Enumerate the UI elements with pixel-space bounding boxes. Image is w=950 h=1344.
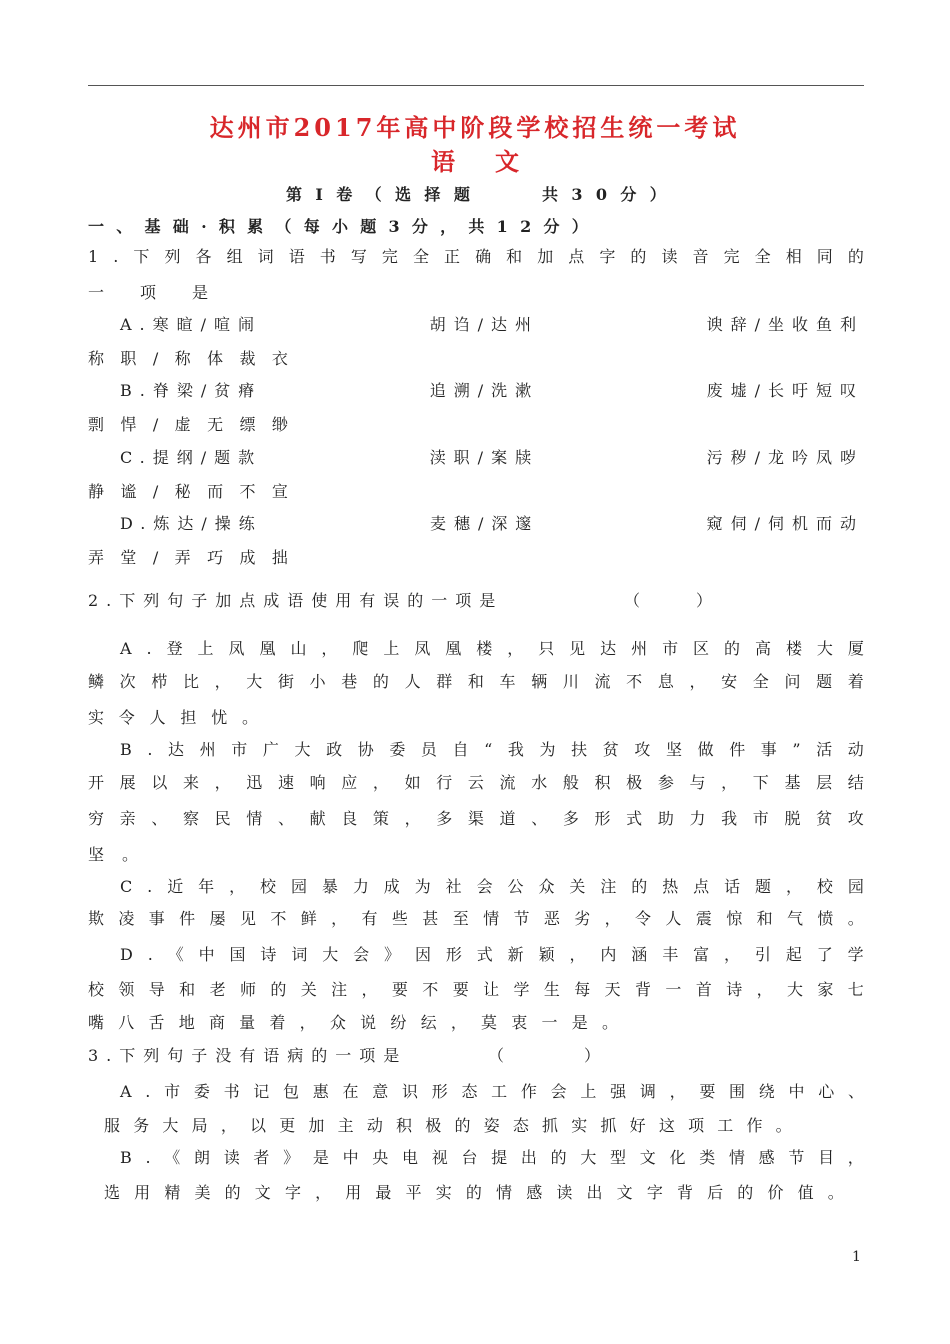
q3-a-text2: 服 务 大 局 ， 以 更 加 主 动 积 极 的 姿 态 抓 实 抓 好 这 项 工 作 。 [104, 1116, 792, 1135]
q2-c-text1: C . 近 年 ， 校 园 暴 力 成 为 社 会 公 众 关 注 的 热 点 话 题 ， 校 园 [120, 877, 864, 896]
q3-option-b-line2 [104, 1182, 844, 1204]
part1-heading-text: 一 、 基 础 · 积 累 （ 每 小 题 3 分 ， 共 1 2 分 ） [88, 217, 588, 236]
q2-answer-bracket: （ ） [623, 591, 720, 610]
q2-option-d-line3 [88, 1012, 618, 1034]
q1-c-word2: 渎职/案牍 [429, 448, 540, 467]
q1-option-d [120, 513, 864, 535]
q2-b-text1: B . 达 州 市 广 大 政 协 委 员 自 “ 我 为 扶 贫 攻 坚 做 件 事 ” 活 动 [120, 740, 864, 759]
q3-option-a-line2 [104, 1115, 792, 1137]
q1-stem-cont [88, 282, 208, 304]
q1-option-b-cont [88, 414, 288, 436]
q2-a-text3: 实 令 人 担 忧 。 [88, 708, 258, 727]
q1-d-word2: 麦穗/深邃 [429, 514, 540, 533]
q2-a-text1: A . 登 上 凤 凰 山 ， 爬 上 凤 凰 楼 ， 只 见 达 州 市 区 的 高 楼 大 厦 [120, 639, 864, 658]
q1-option-b [120, 380, 864, 402]
q1-c-word4: 静 谧 / 秘 而 不 宣 [88, 482, 288, 501]
q2-option-c-line1 [120, 876, 864, 898]
q2-option-a-line3 [88, 707, 258, 729]
volume-heading-text: 第 Ⅰ 卷 （ 选 择 题 共 3 0 分 ） [286, 185, 666, 204]
q1-stem-text: 1 . 下 列 各 组 词 语 书 写 完 全 正 确 和 加 点 字 的 读 音 完 全 相 同 的 [88, 247, 864, 266]
q1-stem-cont-text: 一 项 是 [88, 283, 208, 302]
q3-option-b-line1 [120, 1147, 864, 1169]
q1-b-word2: 追溯/洗漱 [429, 381, 540, 400]
q2-option-b-line4 [88, 844, 138, 866]
q3-a-text1: A . 市 委 书 记 包 惠 在 意 识 形 态 工 作 会 上 强 调 ， 要 围 绕 中 心 、 [120, 1082, 864, 1101]
q2-option-b-line1 [120, 739, 864, 761]
q2-a-text2: 鳞 次 栉 比 ， 大 街 小 巷 的 人 群 和 车 辆 川 流 不 息 ， 安 全 问 题 着 [88, 672, 864, 691]
q2-option-b-line2 [88, 772, 864, 794]
q1-d-word4: 弄 堂 / 弄 巧 成 拙 [88, 548, 288, 567]
q2-b-text2: 开 展 以 来 ， 迅 速 响 应 ， 如 行 云 流 水 般 积 极 参 与 ， 下 基 层 结 [88, 773, 864, 792]
q3-b-text2: 选 用 精 美 的 文 字 ， 用 最 平 实 的 情 感 读 出 文 字 背 后 的 价 值 。 [104, 1183, 844, 1202]
q2-option-d-line1 [120, 944, 864, 966]
q1-d-word1: D.炼达/操练 [120, 514, 263, 533]
q3-b-text1: B . 《 朗 读 者 》 是 中 央 电 视 台 提 出 的 大 型 文 化 类 情 感 节 目 ， [120, 1148, 864, 1167]
q2-option-d-line2 [88, 979, 864, 1001]
q1-b-word4: 剽 悍 / 虚 无 缥 缈 [88, 415, 288, 434]
q2-b-text3: 穷 亲 、 察 民 情 、 献 良 策 ， 多 渠 道 、 多 形 式 助 力 我 市 脱 贫 攻 [88, 809, 864, 828]
part1-heading [88, 216, 588, 238]
q2-c-text2: 欺 凌 事 件 屡 见 不 鲜 ， 有 些 甚 至 情 节 恶 劣 ， 令 人 震 惊 和 气 愤 。 [88, 909, 864, 928]
q2-stem-text: 2.下列句子加点成语使用有误的一项是 [88, 591, 504, 610]
q2-option-a-line1 [120, 638, 864, 660]
q1-option-a [120, 314, 864, 336]
q2-b-text4: 坚 。 [88, 845, 138, 864]
q3-answer-bracket: （ ） [487, 1046, 608, 1065]
q1-a-word1: A.寒暄/喧闹 [120, 315, 263, 334]
q1-c-word1: C.提纲/题款 [120, 448, 263, 467]
q1-b-word1: B.脊梁/贫瘠 [120, 381, 263, 400]
q2-d-text1: D . 《 中 国 诗 词 大 会 》 因 形 式 新 颖 ， 内 涵 丰 富 ， 引 起 了 学 [120, 945, 864, 964]
q1-d-word3: 窥伺/伺机而动 [706, 514, 864, 533]
header-rule [88, 85, 864, 86]
subject-title: 语文 [431, 147, 559, 176]
q2-stem [88, 590, 720, 612]
volume-heading [286, 184, 666, 206]
q1-a-word2: 胡诌/达州 [429, 315, 540, 334]
exam-title: 达州市2017年高中阶段学校招生统一考试 [209, 113, 741, 142]
q2-d-text2: 校 领 导 和 老 师 的 关 注 ， 要 不 要 让 学 生 每 天 背 一 首 诗 ， 大 家 七 [88, 980, 864, 999]
q1-b-word3: 废墟/长吁短叹 [706, 381, 864, 400]
q2-option-b-line3 [88, 808, 864, 830]
q1-a-word4: 称 职 / 称 体 裁 衣 [88, 349, 288, 368]
q1-option-c [120, 447, 864, 469]
q2-d-text3: 嘴 八 舌 地 商 量 着 ， 众 说 纷 纭 ， 莫 衷 一 是 。 [88, 1013, 618, 1032]
page-number: 1 [852, 1249, 861, 1265]
q3-option-a-line1 [120, 1081, 864, 1103]
q3-stem [88, 1045, 608, 1067]
q1-option-a-cont [88, 348, 288, 370]
q2-option-a-line2 [88, 671, 864, 693]
q1-option-d-cont [88, 547, 288, 569]
q1-a-word3: 谀辞/坐收鱼利 [706, 315, 864, 334]
q1-option-c-cont [88, 481, 288, 503]
q3-stem-text: 3.下列句子没有语病的一项是 [88, 1046, 408, 1065]
q1-c-word3: 污秽/龙吟凤哕 [706, 448, 864, 467]
q2-option-c-line2 [88, 908, 864, 930]
q1-stem [88, 246, 864, 268]
